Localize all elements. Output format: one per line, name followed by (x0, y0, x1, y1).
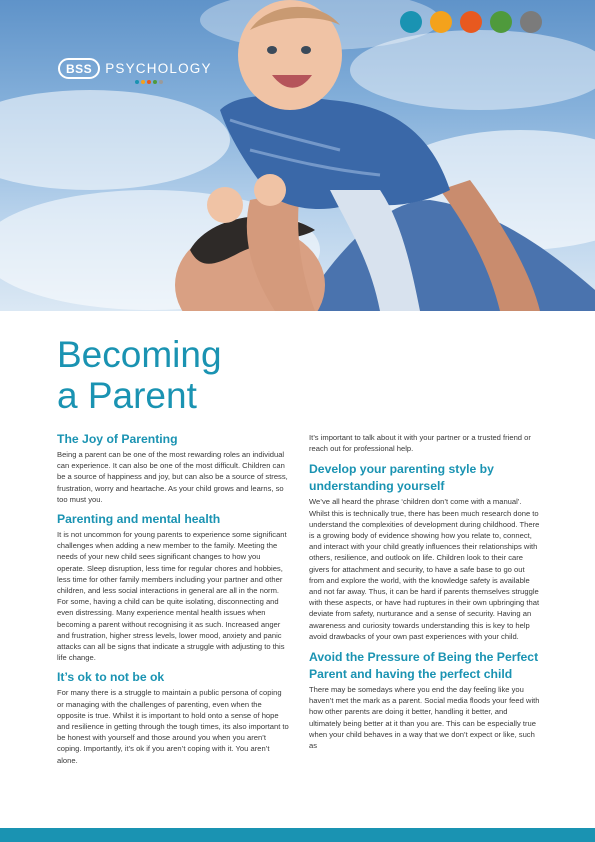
title-line-1: Becoming (57, 334, 222, 375)
heading-ok-to-not-be-ok: It’s ok to not be ok (57, 670, 165, 685)
heading-parenting-mental-health: Parenting and mental health (57, 512, 221, 527)
logo-dots (135, 80, 163, 84)
paragraph-perfect-parent: There may be somedays where you end the day feeling like you haven’t met the mark as a parent. Social media floods your feed with how other parents are doing it better, handling it better, and ultimately being better at it than you are. This can be especially true when your child behaves in a way that we don’t expect or like, such as (309, 685, 540, 751)
hero-photo (0, 0, 595, 311)
paragraph-ok-to-not-be-ok: For many there is a struggle to maintain a public persona of coping or managing with the challenges of parenting, even when the opposite is true. Whilst it is important to hold onto a sense of hope and resilience in getting through the tough times, its also important to be honest with yourself and those around you when you aren’t coping. Importantly, it’s ok if you aren’t coping with it. You aren’t alone. (57, 688, 289, 765)
bss-psychology-logo[interactable] (58, 58, 212, 79)
dot-red (460, 11, 482, 33)
left-column (57, 432, 289, 773)
logo-badge: BSS (58, 58, 100, 79)
hero-illustration (0, 0, 595, 311)
heading-parenting-style: Develop your parenting style by understanding yourself (309, 462, 494, 493)
logo-wordmark (105, 61, 212, 76)
title-line-2: a Parent (57, 375, 197, 416)
right-column (309, 432, 541, 758)
color-dots (400, 11, 542, 33)
logo-word-text: PSYCHOLOGY (105, 61, 212, 76)
dot-orange (430, 11, 452, 33)
dot-green (490, 11, 512, 33)
dot-teal (400, 11, 422, 33)
paragraph-talk-about-it: It’s important to talk about it with your partner or a trusted friend or reach out for professional help. (309, 433, 531, 454)
dot-grey (520, 11, 542, 33)
paragraph-parenting-style: We’ve all heard the phrase ‘children don’t come with a manual’. Whilst this is technically true, there has been much research done to understand the complexities of development during childhood. There is a growing body of evidence showing how you relate to, connect, and interact with your child greatly influences their relationships with others, resilience, and outlook on life. Children look to their care givers for attachment and security, to have a safe base to go out from and explore the world, with the knowledge safety is available and not far away. Thus, it can be hard if parents themselves struggle with these aspects, or have had ruptures in their own upbringing that deviate from safety, nurturance and a sense of security. Having an awareness and curiosity towards understanding this is key to help avoid drawbacks of your own past experiences with your child. (309, 497, 540, 641)
paragraph-parenting-mental-health: It is not uncommon for young parents to experience some significant challenges when adding a new member to the family. Meeting the needs of your new child sees significant changes to how you operate. Sleep disruption, less time for regular chores and hobbies, less time for other family members including your partner and other children, and less social interactions in general are all in the norm. For some, having a child can be quite isolating, disconnecting and even distressing. Many experience mental health issues when becoming a parent without recognising it as such. Increased anger and frustration, higher stress levels, lower mood, anxiety and panic attacks can all be signs that indicate a struggle with adjusting to this life change. (57, 530, 287, 663)
footer-bar (0, 828, 595, 842)
paragraph-joy-of-parenting: Being a parent can be one of the most rewarding roles an individual can experience. It can also be one of the most difficult. Children can be a source of happiness and joy, but can also be a source of stress, frustration, worry and heartache. As your child grows and learns, so too must you. (57, 450, 288, 504)
heading-perfect-parent: Avoid the Pressure of Being the Perfect Parent and having the perfect child (309, 650, 539, 681)
heading-joy-of-parenting: The Joy of Parenting (57, 432, 178, 446)
page-title (57, 334, 222, 416)
